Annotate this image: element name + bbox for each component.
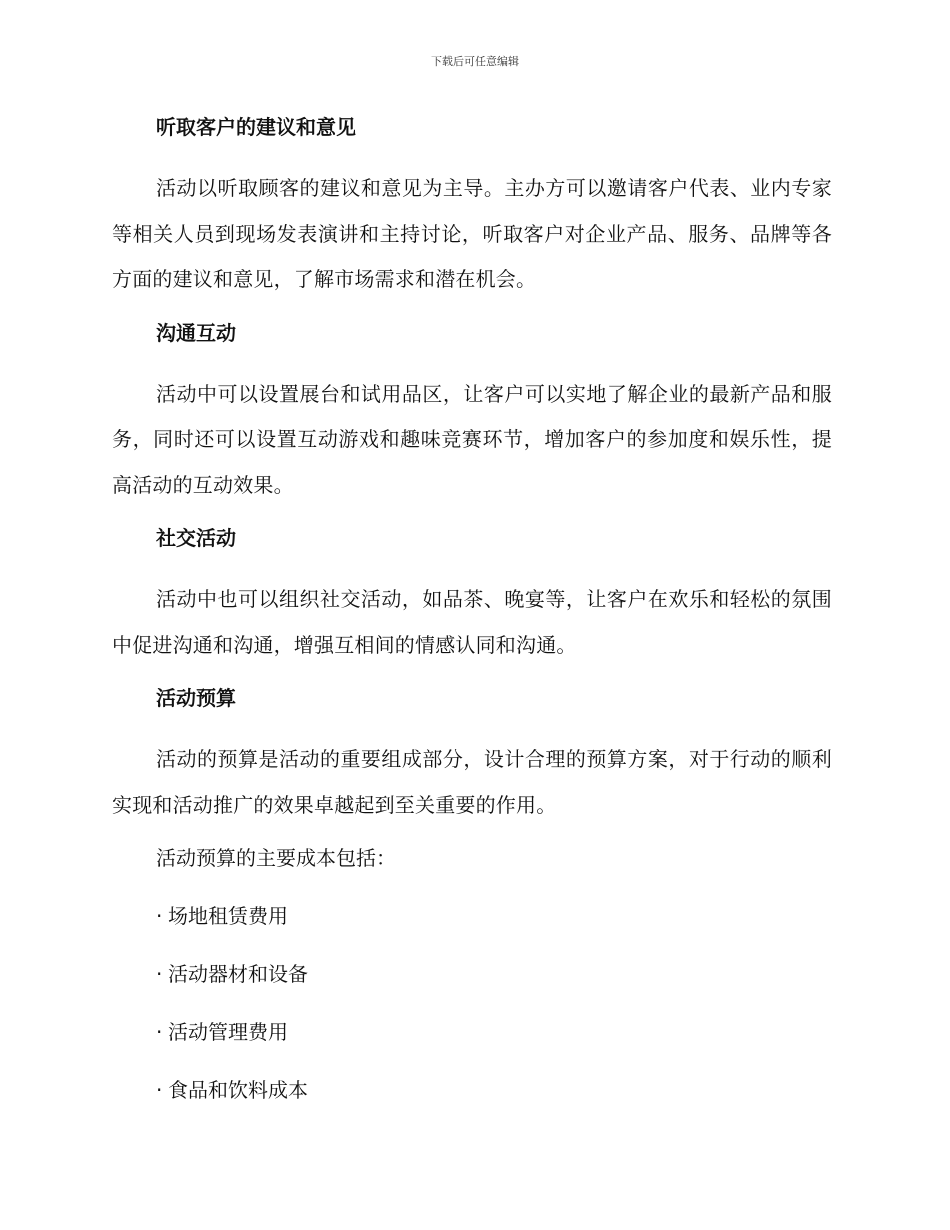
list-item-text: 场地租赁费用 xyxy=(168,904,288,928)
section-paragraph-interaction: 活动中可以设置展台和试用品区，让客户可以实地了解企业的最新产品和服务，同时还可以设置互动游戏和趣味竞赛环节，增加客户的参加度和娱乐性，提高活动的互动效果。 xyxy=(112,381,832,497)
bullet-icon: · xyxy=(156,1020,163,1044)
section-paragraph-social: 活动中也可以组织社交活动，如品茶、晚宴等，让客户在欢乐和轻松的氛围中促进沟通和沟通，增强互相间的情感认同和沟通。 xyxy=(112,587,832,657)
bullet-icon: · xyxy=(156,904,163,928)
document-body xyxy=(112,110,832,1107)
section-heading-social: 社交活动 xyxy=(156,526,236,550)
budget-list-intro: 活动预算的主要成本包括： xyxy=(156,846,396,870)
list-item-text: 活动管理费用 xyxy=(168,1020,288,1044)
section-heading-feedback: 听取客户的建议和意见 xyxy=(156,115,356,139)
section-paragraph-feedback: 活动以听取顾客的建议和意见为主导。主办方可以邀请客户代表、业内专家等相关人员到现场发表演讲和主持讨论，听取客户对企业产品、服务、品牌等各方面的建议和意见，了解市场需求和潜在机会。 xyxy=(112,176,832,291)
list-item xyxy=(112,899,832,933)
bullet-icon: · xyxy=(156,1078,163,1102)
section-heading-interaction: 沟通互动 xyxy=(156,320,236,345)
list-item-text: 活动器材和设备 xyxy=(168,962,308,986)
list-item xyxy=(112,1073,832,1107)
list-item xyxy=(112,957,832,991)
list-item-text: 食品和饮料成本 xyxy=(168,1078,308,1102)
list-item xyxy=(112,1015,832,1049)
bullet-icon: · xyxy=(156,962,163,986)
page-header: 下载后可任意编辑 xyxy=(431,55,519,68)
section-heading-budget: 活动预算 xyxy=(156,686,236,710)
section-paragraph-budget: 活动的预算是活动的重要组成部分，设计合理的预算方案，对于行动的顺利实现和活动推广的效果卓越起到至关重要的作用。 xyxy=(112,747,832,817)
